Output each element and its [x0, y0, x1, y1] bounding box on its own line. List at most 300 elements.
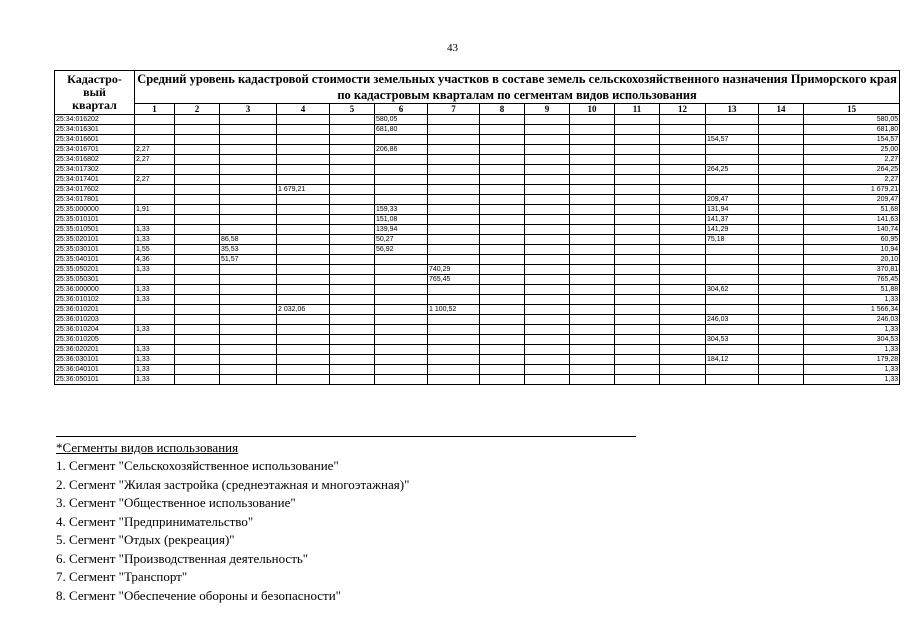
segment-value-cell [375, 255, 428, 265]
cadastral-quarter-code: 25:36:020201 [55, 345, 135, 355]
segment-value-cell [277, 125, 330, 135]
segment-value-cell [175, 315, 220, 325]
footnote-separator [56, 436, 636, 437]
segment-value-cell [759, 225, 804, 235]
segment-value-cell [277, 265, 330, 275]
segment-value-cell [175, 365, 220, 375]
segment-total-cell: 10,94 [804, 245, 900, 255]
segment-value-cell [570, 365, 615, 375]
segment-value-cell [330, 165, 375, 175]
segment-total-cell: 140,74 [804, 225, 900, 235]
segment-value-cell [375, 185, 428, 195]
segment-value-cell [706, 275, 759, 285]
cadastral-quarter-code: 25:36:010205 [55, 335, 135, 345]
segment-value-cell [375, 195, 428, 205]
segment-value-cell [480, 185, 525, 195]
segment-value-cell [220, 145, 277, 155]
segment-value-cell [759, 135, 804, 145]
segment-value-cell [525, 175, 570, 185]
segment-value-cell [175, 265, 220, 275]
segment-value-cell [277, 135, 330, 145]
segment-value-cell [220, 205, 277, 215]
cadastral-quarter-code: 25:35:040101 [55, 255, 135, 265]
segment-value-cell [615, 315, 660, 325]
column-number-header: 7 [428, 104, 480, 115]
segment-value-cell [759, 375, 804, 385]
column-number-header: 1 [135, 104, 175, 115]
segment-value-cell [220, 285, 277, 295]
segment-value-cell [277, 325, 330, 335]
segment-value-cell [525, 365, 570, 375]
segment-value-cell [135, 135, 175, 145]
segment-value-cell [660, 255, 706, 265]
segment-value-cell [175, 215, 220, 225]
segment-value-cell: 151,08 [375, 215, 428, 225]
segment-value-cell [570, 355, 615, 365]
segment-value-cell [660, 115, 706, 125]
segment-value-cell [525, 245, 570, 255]
segment-value-cell [375, 375, 428, 385]
segment-value-cell: 580,05 [375, 115, 428, 125]
segment-value-cell [220, 115, 277, 125]
segment-value-cell [375, 285, 428, 295]
legend-item: 1. Сегмент "Сельскохозяйственное использование" [56, 458, 339, 473]
segment-value-cell [615, 295, 660, 305]
segment-value-cell: 681,80 [375, 125, 428, 135]
segment-value-cell [660, 315, 706, 325]
segment-value-cell [525, 255, 570, 265]
segment-value-cell [375, 275, 428, 285]
segment-value-cell [175, 305, 220, 315]
segment-value-cell [428, 145, 480, 155]
segment-value-cell [330, 215, 375, 225]
segment-value-cell [570, 185, 615, 195]
segment-value-cell [480, 325, 525, 335]
table-row [55, 195, 900, 205]
segment-value-cell: 304,53 [706, 335, 759, 345]
segment-value-cell [135, 185, 175, 195]
table-row [55, 315, 900, 325]
segment-value-cell [175, 285, 220, 295]
segment-value-cell [480, 335, 525, 345]
segment-value-cell [220, 305, 277, 315]
segment-value-cell [135, 115, 175, 125]
segment-value-cell [759, 195, 804, 205]
segment-value-cell [428, 355, 480, 365]
cadastral-quarter-code: 25:34:016601 [55, 135, 135, 145]
segment-value-cell [525, 125, 570, 135]
segment-value-cell [660, 365, 706, 375]
segment-value-cell: 2 032,06 [277, 305, 330, 315]
column-number-header: 10 [570, 104, 615, 115]
legend-item: 2. Сегмент "Жилая застройка (среднеэтажная и многоэтажная)" [56, 476, 410, 492]
table-row [55, 275, 900, 285]
segment-value-cell [480, 205, 525, 215]
segment-value-cell [277, 285, 330, 295]
segment-total-cell: 179,28 [804, 355, 900, 365]
segment-value-cell: 139,94 [375, 225, 428, 235]
segment-value-cell [759, 295, 804, 305]
segment-value-cell: 51,57 [220, 255, 277, 265]
segment-value-cell [615, 135, 660, 145]
segment-value-cell [428, 325, 480, 335]
table-row [55, 215, 900, 225]
table-row [55, 375, 900, 385]
segment-value-cell [660, 275, 706, 285]
segment-value-cell: 1,55 [135, 245, 175, 255]
segment-value-cell [525, 185, 570, 195]
segment-value-cell: 1 679,21 [277, 185, 330, 195]
column-header-cadastral-quarter: Кадастро- вый квартал [55, 71, 135, 115]
segment-value-cell [175, 125, 220, 135]
segment-value-cell [220, 165, 277, 175]
segment-value-cell: 2,27 [135, 155, 175, 165]
segment-value-cell [277, 345, 330, 355]
segment-value-cell [759, 185, 804, 195]
segment-value-cell [480, 355, 525, 365]
cadastral-quarter-code: 25:36:010203 [55, 315, 135, 325]
legend-title: *Сегменты видов использования [56, 440, 239, 455]
segment-value-cell [759, 235, 804, 245]
segment-value-cell [428, 285, 480, 295]
legend-item: 6. Сегмент "Производственная деятельность" [56, 550, 309, 566]
segment-value-cell [706, 145, 759, 155]
segment-value-cell: 141,29 [706, 225, 759, 235]
segment-total-cell: 51,68 [804, 205, 900, 215]
segment-value-cell [615, 215, 660, 225]
segment-value-cell [330, 335, 375, 345]
cadastral-quarter-code: 25:36:010201 [55, 305, 135, 315]
segment-value-cell: 56,92 [375, 245, 428, 255]
segment-total-cell: 1,33 [804, 325, 900, 335]
segment-value-cell [706, 175, 759, 185]
segment-value-cell [480, 165, 525, 175]
segment-value-cell [175, 335, 220, 345]
segment-value-cell [570, 255, 615, 265]
segment-value-cell [330, 125, 375, 135]
segment-value-cell [525, 115, 570, 125]
segment-value-cell [570, 375, 615, 385]
legend-list [56, 457, 636, 605]
segment-value-cell [615, 325, 660, 335]
segment-total-cell: 1,33 [804, 375, 900, 385]
segment-value-cell [175, 175, 220, 185]
segment-value-cell [135, 165, 175, 175]
segment-value-cell [706, 245, 759, 255]
segment-value-cell [428, 255, 480, 265]
segment-value-cell [330, 185, 375, 195]
segment-value-cell [330, 255, 375, 265]
segment-value-cell [277, 295, 330, 305]
segment-value-cell [220, 195, 277, 205]
cadastral-quarter-code: 25:35:000000 [55, 205, 135, 215]
segment-value-cell [330, 195, 375, 205]
segment-value-cell: 740,29 [428, 265, 480, 275]
segment-value-cell [277, 225, 330, 235]
segment-value-cell [175, 375, 220, 385]
segment-value-cell: 2,27 [135, 175, 175, 185]
segment-total-cell: 1 566,34 [804, 305, 900, 315]
segment-value-cell [660, 285, 706, 295]
cadastral-quarter-code: 25:34:017401 [55, 175, 135, 185]
table-row [55, 145, 900, 155]
segment-value-cell [759, 355, 804, 365]
segment-value-cell [175, 355, 220, 365]
cadastral-quarter-code: 25:34:017801 [55, 195, 135, 205]
legend-item: 8. Сегмент "Обеспечение обороны и безопасности" [56, 587, 341, 603]
segment-value-cell [759, 165, 804, 175]
segment-value-cell: 75,18 [706, 235, 759, 245]
segment-value-cell [330, 305, 375, 315]
segment-value-cell [277, 165, 330, 175]
segment-value-cell [759, 275, 804, 285]
segment-value-cell [525, 215, 570, 225]
segment-total-cell: 2,27 [804, 175, 900, 185]
table-row [55, 335, 900, 345]
table-row [55, 125, 900, 135]
segment-value-cell [660, 225, 706, 235]
segment-value-cell [570, 295, 615, 305]
segment-value-cell [480, 235, 525, 245]
segment-value-cell [525, 135, 570, 145]
segment-value-cell [570, 335, 615, 345]
segment-value-cell [480, 295, 525, 305]
cadastral-quarter-code: 25:36:000000 [55, 285, 135, 295]
segment-value-cell [570, 125, 615, 135]
segment-value-cell [330, 375, 375, 385]
segment-value-cell [660, 265, 706, 275]
segment-value-cell [175, 245, 220, 255]
segment-value-cell [759, 245, 804, 255]
segment-value-cell [480, 375, 525, 385]
segment-value-cell [277, 145, 330, 155]
table-row [55, 115, 900, 125]
segment-value-cell [615, 155, 660, 165]
segment-value-cell [428, 235, 480, 245]
segment-value-cell [330, 225, 375, 235]
segment-value-cell [570, 235, 615, 245]
segment-value-cell [330, 345, 375, 355]
segment-value-cell [615, 235, 660, 245]
segment-value-cell [220, 355, 277, 365]
segment-value-cell [615, 265, 660, 275]
segment-value-cell [525, 325, 570, 335]
cadastral-quarter-code: 25:35:010101 [55, 215, 135, 225]
segment-value-cell [277, 365, 330, 375]
segment-value-cell [428, 115, 480, 125]
legend-item: 7. Сегмент "Транспорт" [56, 569, 188, 584]
segment-value-cell: 50,27 [375, 235, 428, 245]
cadastral-quarter-code: 25:35:030101 [55, 245, 135, 255]
segment-total-cell: 1,33 [804, 345, 900, 355]
segment-value-cell [175, 115, 220, 125]
segment-value-cell [480, 365, 525, 375]
segment-value-cell [615, 285, 660, 295]
segment-value-cell: 304,62 [706, 285, 759, 295]
segment-value-cell [375, 175, 428, 185]
cadastral-quarter-code: 25:34:016202 [55, 115, 135, 125]
segment-value-cell [480, 265, 525, 275]
segment-value-cell [615, 355, 660, 365]
segment-value-cell [330, 265, 375, 275]
table-row [55, 255, 900, 265]
segment-value-cell [615, 205, 660, 215]
table-row [55, 225, 900, 235]
segment-value-cell [220, 325, 277, 335]
segment-value-cell [525, 165, 570, 175]
segment-value-cell [277, 175, 330, 185]
page-number: 43 [447, 42, 458, 54]
segment-value-cell [375, 365, 428, 375]
segment-value-cell [375, 165, 428, 175]
segment-value-cell [615, 225, 660, 235]
segment-value-cell [759, 115, 804, 125]
segment-value-cell [706, 255, 759, 265]
segment-value-cell [375, 295, 428, 305]
legend-item: 5. Сегмент "Отдых (рекреация)" [56, 532, 235, 547]
segment-value-cell [480, 135, 525, 145]
segment-value-cell: 1,33 [135, 295, 175, 305]
segment-value-cell [480, 345, 525, 355]
segment-value-cell [570, 275, 615, 285]
segment-value-cell: 1,33 [135, 365, 175, 375]
segment-value-cell [220, 185, 277, 195]
segment-value-cell [570, 315, 615, 325]
segment-value-cell: 209,47 [706, 195, 759, 205]
segment-value-cell [277, 255, 330, 265]
segment-value-cell [330, 355, 375, 365]
segment-value-cell: 2,27 [135, 145, 175, 155]
segment-value-cell [525, 235, 570, 245]
segment-value-cell [759, 215, 804, 225]
segment-value-cell [660, 325, 706, 335]
segment-value-cell [570, 325, 615, 335]
segment-value-cell: 1,33 [135, 235, 175, 245]
table-title: Средний уровень кадастровой стоимости земельных участков в составе земель сельскохозяйственного назначения Приморского края по кадастровым кварталам по сегментам видов использования [135, 71, 900, 104]
segment-value-cell [570, 305, 615, 315]
cadastral-quarter-code: 25:34:016701 [55, 145, 135, 155]
segment-value-cell [615, 245, 660, 255]
segment-value-cell [220, 225, 277, 235]
segment-value-cell [330, 315, 375, 325]
segment-value-cell [660, 215, 706, 225]
segment-value-cell [175, 165, 220, 175]
segment-value-cell [175, 225, 220, 235]
segment-value-cell [428, 195, 480, 205]
segment-value-cell [706, 115, 759, 125]
segment-value-cell [375, 305, 428, 315]
segment-total-cell: 209,47 [804, 195, 900, 205]
segment-value-cell: 1,33 [135, 345, 175, 355]
segment-value-cell [375, 335, 428, 345]
segment-total-cell: 60,95 [804, 235, 900, 245]
segment-value-cell [570, 175, 615, 185]
segment-value-cell [615, 345, 660, 355]
cadastral-quarter-code: 25:36:030101 [55, 355, 135, 365]
segment-value-cell [428, 375, 480, 385]
segment-value-cell [428, 245, 480, 255]
segment-value-cell [428, 155, 480, 165]
segment-value-cell [330, 245, 375, 255]
segment-value-cell [570, 215, 615, 225]
segment-value-cell: 1,33 [135, 375, 175, 385]
segment-value-cell [525, 225, 570, 235]
table-row [55, 345, 900, 355]
segment-value-cell [480, 145, 525, 155]
segment-value-cell [525, 285, 570, 295]
segment-value-cell [330, 285, 375, 295]
segment-value-cell [615, 115, 660, 125]
segment-value-cell [615, 175, 660, 185]
segment-total-cell: 681,80 [804, 125, 900, 135]
segment-total-cell: 304,53 [804, 335, 900, 345]
segment-total-cell: 370,81 [804, 265, 900, 275]
segment-value-cell [220, 345, 277, 355]
cadastral-quarter-code: 25:36:010204 [55, 325, 135, 335]
segment-value-cell [175, 205, 220, 215]
segment-value-cell [660, 205, 706, 215]
segment-value-cell [375, 355, 428, 365]
segment-value-cell [480, 315, 525, 325]
table-row [55, 235, 900, 245]
segment-value-cell [660, 185, 706, 195]
segment-value-cell [220, 365, 277, 375]
segment-value-cell [428, 345, 480, 355]
segment-value-cell [428, 365, 480, 375]
segment-value-cell [759, 365, 804, 375]
segment-value-cell [175, 185, 220, 195]
segment-value-cell [570, 145, 615, 155]
segment-value-cell: 141,37 [706, 215, 759, 225]
cadastral-quarter-code: 25:35:020101 [55, 235, 135, 245]
segment-value-cell: 765,45 [428, 275, 480, 285]
segment-value-cell [706, 345, 759, 355]
segment-value-cell [330, 295, 375, 305]
segment-value-cell [525, 295, 570, 305]
segment-value-cell: 1,33 [135, 355, 175, 365]
cadastral-value-table [54, 70, 900, 385]
segment-value-cell [615, 365, 660, 375]
segment-value-cell [525, 265, 570, 275]
segment-value-cell [660, 375, 706, 385]
segment-value-cell [660, 165, 706, 175]
table-row [55, 175, 900, 185]
segment-value-cell [615, 195, 660, 205]
segment-value-cell [570, 155, 615, 165]
segment-value-cell [570, 345, 615, 355]
segment-value-cell [330, 145, 375, 155]
segment-value-cell [480, 275, 525, 285]
segment-value-cell [660, 135, 706, 145]
segment-value-cell [525, 195, 570, 205]
column-number-header: 6 [375, 104, 428, 115]
segment-value-cell [480, 245, 525, 255]
segment-value-cell: 1,33 [135, 285, 175, 295]
segment-value-cell: 154,57 [706, 135, 759, 145]
segment-value-cell [615, 375, 660, 385]
segment-value-cell [220, 265, 277, 275]
segment-total-cell: 2,27 [804, 155, 900, 165]
cadastral-quarter-code: 25:35:050201 [55, 265, 135, 275]
segment-value-cell: 35,53 [220, 245, 277, 255]
table-row [55, 325, 900, 335]
segment-value-cell [135, 315, 175, 325]
segment-value-cell [480, 225, 525, 235]
segment-value-cell [277, 375, 330, 385]
cadastral-quarter-code: 25:34:017302 [55, 165, 135, 175]
segment-value-cell [375, 265, 428, 275]
segment-value-cell [277, 205, 330, 215]
